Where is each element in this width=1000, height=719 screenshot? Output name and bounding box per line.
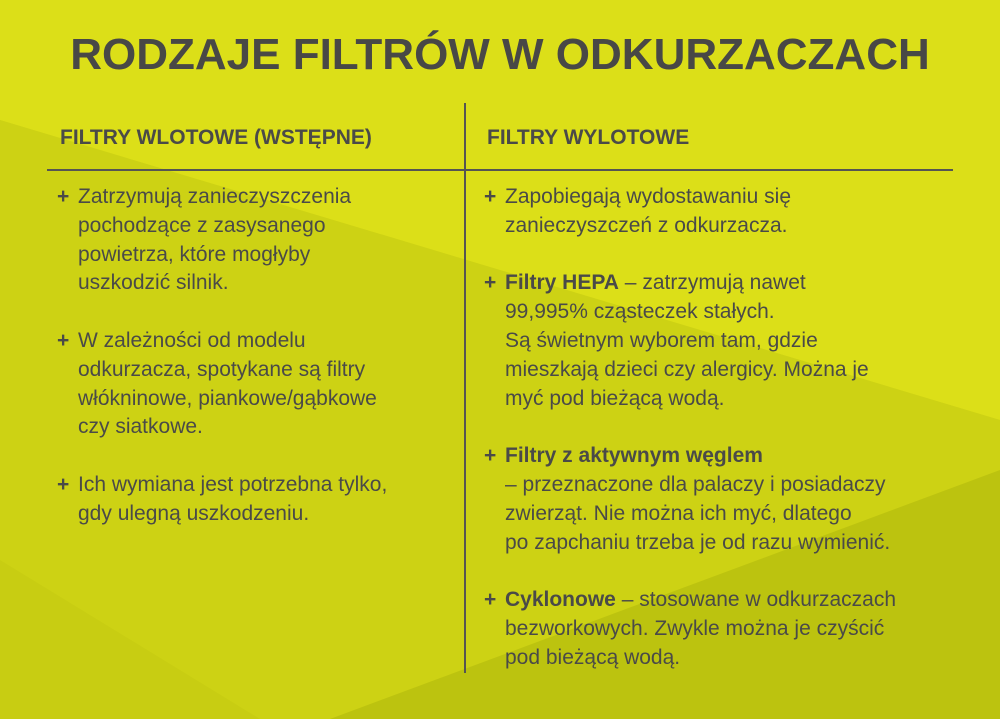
- page-title: RODZAJE FILTRÓW W ODKURZACZACH: [70, 30, 930, 79]
- item-text-line: – przeznaczone dla palaczy i posiadaczy: [505, 472, 886, 496]
- plus-icon: +: [484, 185, 497, 208]
- item-first-line-rest: – zatrzymują nawet: [618, 271, 806, 295]
- header-rule-left: [47, 169, 464, 171]
- item-first-line: [505, 586, 984, 615]
- plus-icon: +: [57, 472, 70, 496]
- item-text-line: 99,995% cząsteczek stałych.: [505, 300, 775, 324]
- column-heading-outlet: FILTRY WYLOTOWE: [487, 126, 690, 149]
- item-text-line: czy siatkowe.: [78, 415, 203, 439]
- item-text-line: myć pod bieżącą wodą.: [505, 386, 725, 410]
- item-label-hepa: Filtry HEPA: [505, 271, 619, 295]
- item-text-line: Zatrzymują zanieczyszczenia: [78, 185, 352, 208]
- item-first-line-rest: – stosowane w odkurzaczach: [615, 588, 897, 612]
- list-item: [57, 183, 457, 298]
- item-text-line: włókninowe, piankowe/gąbkowe: [78, 386, 377, 410]
- list-item: [57, 327, 457, 442]
- list-item: [484, 269, 984, 413]
- item-text-line: pochodzące z zasysanego: [78, 213, 326, 237]
- list-item: [484, 442, 984, 557]
- item-text-line: pod bieżącą wodą.: [505, 645, 681, 669]
- plus-icon: +: [57, 185, 70, 208]
- item-text-line: powietrza, które mogłyby: [78, 242, 311, 266]
- plus-icon: +: [484, 588, 497, 612]
- list-item: [484, 586, 984, 672]
- item-text-line: mieszkają dzieci czy alergicy. Można je: [505, 357, 869, 381]
- plus-icon: +: [484, 271, 497, 295]
- header-rule-right: [466, 169, 953, 171]
- item-text-line: zwierząt. Nie można ich myć, dlatego: [505, 501, 852, 525]
- item-text-line: uszkodzić silnik.: [78, 271, 229, 295]
- column-divider: [464, 103, 466, 673]
- item-label-carbon: Filtry z aktywnym węglem: [505, 444, 763, 468]
- plus-icon: +: [57, 328, 70, 352]
- item-text-line: gdy ulegną uszkodzeniu.: [78, 501, 310, 525]
- item-text-line: Ich wymiana jest potrzebna tylko,: [78, 472, 388, 496]
- column-heading-inlet: FILTRY WLOTOWE (WSTĘPNE): [60, 126, 372, 149]
- item-text-line: Są świetnym wyborem tam, gdzie: [505, 328, 818, 352]
- item-label-cyclone: Cyklonowe: [505, 588, 616, 612]
- item-text-line: po zapchaniu trzeba je od razu wymienić.: [505, 530, 891, 554]
- list-item: [484, 183, 984, 241]
- item-text-line: bezworkowych. Zwykle można je czyścić: [505, 616, 885, 640]
- column-inlet-filters: [57, 183, 457, 557]
- item-text-line: zanieczyszczeń z odkurzacza.: [505, 213, 788, 237]
- item-text-line: odkurzacza, spotykane są filtry: [78, 357, 366, 381]
- plus-icon: +: [484, 444, 497, 468]
- column-outlet-filters: [484, 183, 984, 701]
- item-text-line: W zależności od modelu: [78, 328, 306, 352]
- item-text-line: Zapobiegają wydostawaniu się: [505, 185, 792, 208]
- item-first-line: [505, 442, 984, 471]
- item-first-line: [505, 269, 984, 298]
- list-item: [57, 471, 457, 529]
